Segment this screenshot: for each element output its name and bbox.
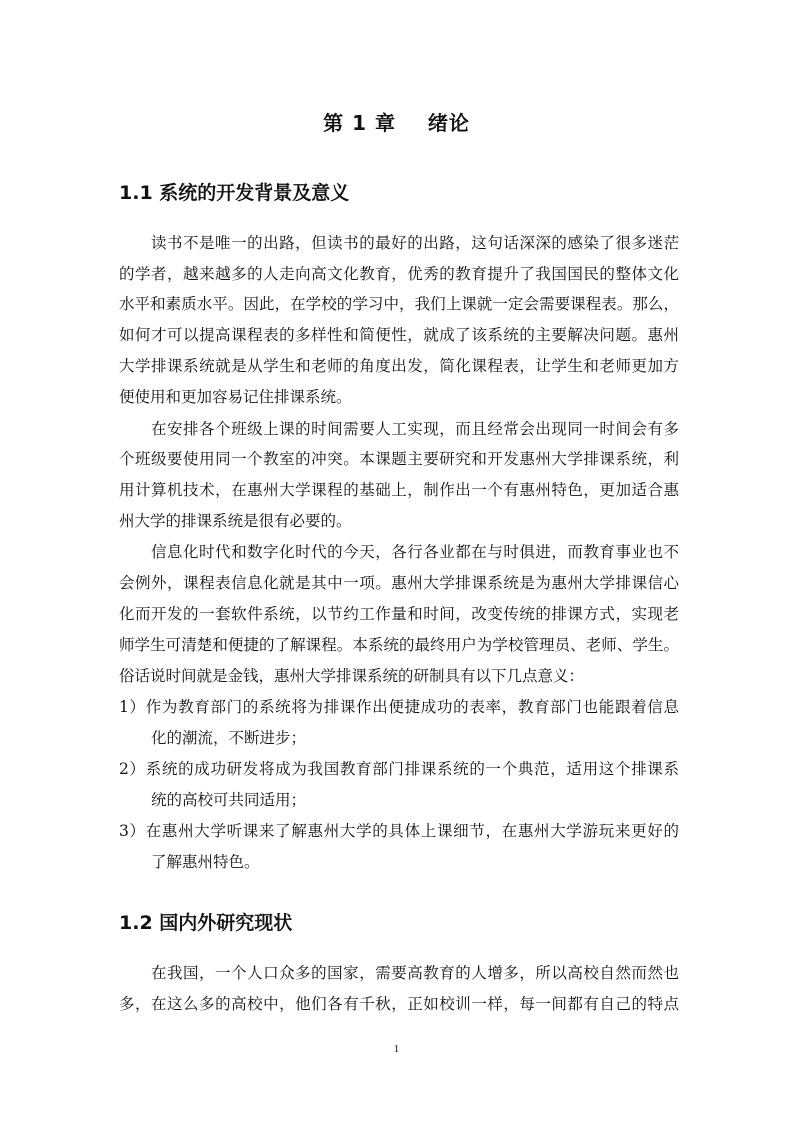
paragraph-line: 的学者，越来越多的人走向高文化教育，优秀的教育提升了我国国民的整体文化 (119, 265, 679, 283)
paragraph-line: 便使用和更加容易记住排课系统。 (119, 388, 352, 406)
paragraph-line: 在安排各个班级上课的时间需要人工实现，而且经常会出现同一时间会有多 (151, 420, 679, 438)
section-heading: 1.2 国内外研究现状 (119, 912, 293, 934)
paragraph-line: 个班级要使用同一个教室的冲突。本课题主要研究和开发惠州大学排课系统，利 (119, 450, 679, 468)
list-item-line: 1）作为教育部门的系统将为排课作出便捷成功的表率，教育部门也能跟着信息 (119, 698, 679, 716)
list-item-line: 3）在惠州大学听课来了解惠州大学的具体上课细节，在惠州大学游玩来更好的 (119, 822, 679, 840)
paragraph-line: 如何才可以提高课程表的多样性和简便性，就成了该系统的主要解决问题。惠州 (119, 326, 679, 344)
paragraph-line: 多，在这么多的高校中，他们各有千秋，正如校训一样，每一间都有自己的特点 (119, 995, 679, 1013)
paragraph-line: 信息化时代和数字化时代的今天，各行各业都在与时俱进，而教育事业也不 (151, 543, 679, 561)
list-item-line: 2）系统的成功研发将成为我国教育部门排课系统的一个典范，适用这个排课系 (119, 760, 679, 778)
paragraph-line: 州大学的排课系统是很有必要的。 (119, 512, 352, 530)
section-heading: 1.1 系统的开发背景及意义 (119, 182, 350, 204)
paragraph-line: 俗话说时间就是金钱，惠州大学排课系统的研制具有以下几点意义： (119, 667, 585, 685)
paragraph-line: 水平和素质水平。因此，在学校的学习中，我们上课就一定会需要课程表。那么， (119, 295, 679, 313)
paragraph-line: 大学排课系统就是从学生和老师的角度出发，简化课程表，让学生和老师更加方 (119, 357, 679, 375)
list-item-line: 了解惠州特色。 (151, 853, 260, 871)
paragraph-line: 化而开发的一套软件系统，以节约工作量和时间，改变传统的排课方式，实现老 (119, 605, 679, 623)
paragraph-line: 读书不是唯一的出路，但读书的最好的出路，这句话深深的感染了很多迷茫 (151, 234, 679, 252)
paragraph-line: 在我国，一个人口众多的国家，需要高教育的人增多，所以高校自然而然也 (151, 964, 679, 982)
paragraph-line: 师学生可清楚和便捷的了解课程。本系统的最终用户为学校管理员、老师、学生。 (119, 636, 679, 654)
chapter-title: 第 1 章 绪论 (323, 111, 470, 135)
list-item-line: 统的高校可共同适用； (151, 791, 307, 809)
list-item-line: 化的潮流，不断进步； (151, 729, 307, 747)
paragraph-line: 会例外，课程表信息化就是其中一项。惠州大学排课系统是为惠州大学排课信心 (119, 574, 679, 592)
paragraph-line: 用计算机技术，在惠州大学课程的基础上，制作出一个有惠州特色，更加适合惠 (119, 481, 679, 499)
page-number: 1 (393, 1043, 400, 1055)
